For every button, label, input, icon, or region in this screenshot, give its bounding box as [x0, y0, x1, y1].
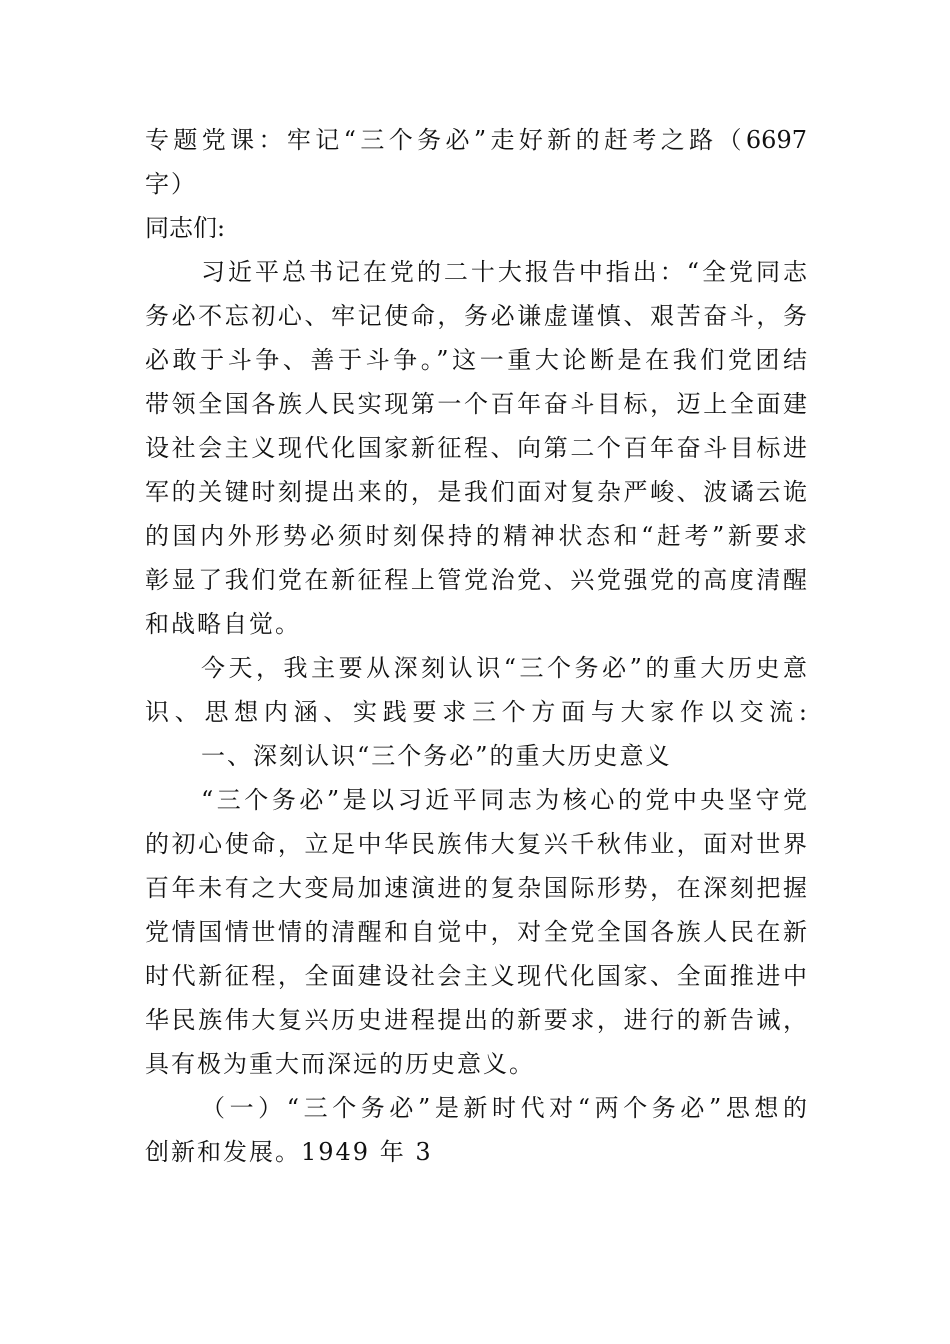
paragraph-line: 军的关键时刻提出来的，是我们面对复杂严峻、波谲云诡	[145, 478, 807, 506]
paragraph-line: 时代新征程，全面建设社会主义现代化国家、全面推进中	[145, 962, 807, 990]
paragraph-line: 带领全国各族人民实现第一个百年奋斗目标，迈上全面建	[145, 390, 807, 418]
paragraph-line: 和战略自觉。	[145, 610, 301, 638]
paragraph-line: 创新和发展。1949 年 3	[145, 1138, 433, 1166]
paragraph-line: 党情国情世情的清醒和自觉中，对全党全国各族人民在新	[145, 918, 807, 946]
paragraph-line: 今天，我主要从深刻认识“三个务必”的重大历史意	[201, 654, 807, 682]
paragraph-line: 识、思想内涵、实践要求三个方面与大家作以交流:	[145, 698, 807, 726]
document-page	[145, 118, 807, 1174]
paragraph-line: 百年未有之大变局加速演进的复杂国际形势，在深刻把握	[145, 874, 807, 902]
document-title: 专题党课：牢记“三个务必”走好新的赶考之路（6697	[145, 126, 807, 154]
paragraph-line: 务必不忘初心、牢记使命，务必谦虚谨慎、艰苦奋斗，务	[145, 302, 807, 330]
document-title-continued: 字）	[145, 170, 197, 198]
paragraph-line: “三个务必”是以习近平同志为核心的党中央坚守党	[201, 786, 807, 814]
paragraph-line: 的初心使命，立足中华民族伟大复兴千秋伟业，面对世界	[145, 830, 807, 858]
section-heading: 一、深刻认识“三个务必”的重大历史意义	[201, 742, 672, 770]
paragraph-line: 必敢于斗争、善于斗争。”这一重大论断是在我们党团结	[145, 346, 807, 374]
paragraph-line: 具有极为重大而深远的历史意义。	[145, 1050, 535, 1078]
subsection-heading: （一）“三个务必”是新时代对“两个务必”思想的	[201, 1094, 807, 1122]
paragraph-line: 设社会主义现代化国家新征程、向第二个百年奋斗目标进	[145, 434, 807, 462]
paragraph-line: 华民族伟大复兴历史进程提出的新要求，进行的新告诫，	[145, 1006, 807, 1034]
paragraph-line: 彰显了我们党在新征程上管党治党、兴党强党的高度清醒	[145, 566, 807, 594]
paragraph-line: 的国内外形势必须时刻保持的精神状态和“赶考”新要求	[145, 522, 807, 550]
salutation: 同志们:	[145, 214, 226, 242]
paragraph-line: 习近平总书记在党的二十大报告中指出：“全党同志	[201, 258, 807, 286]
